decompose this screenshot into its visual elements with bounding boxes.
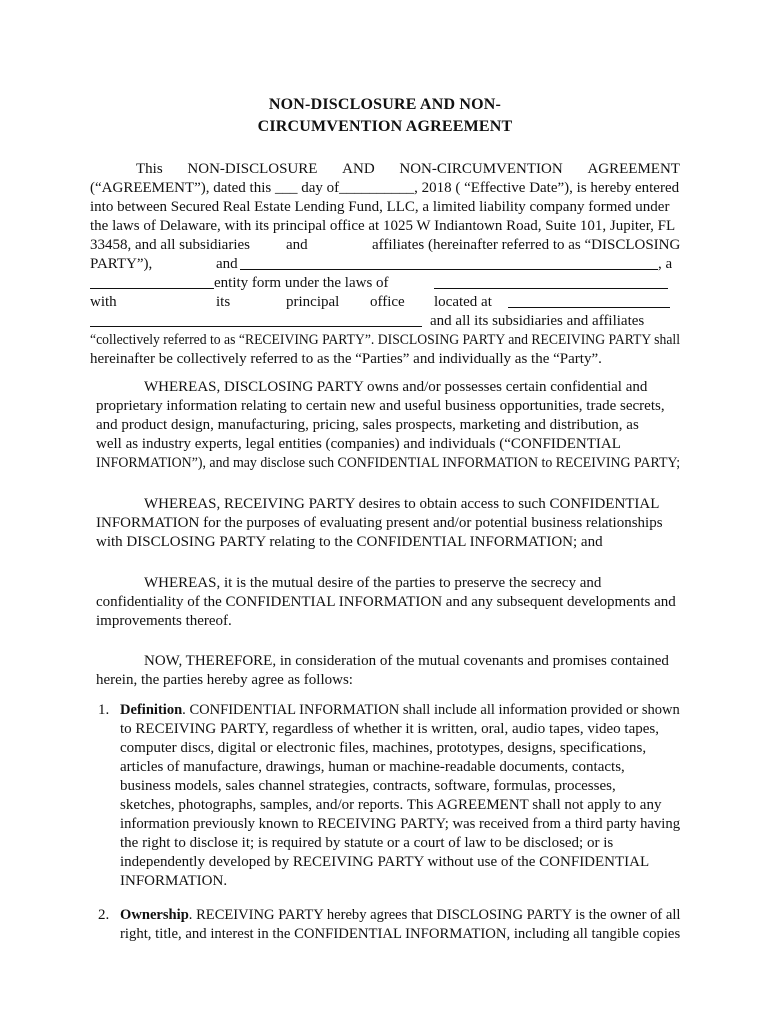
section-2-line-1: [120, 906, 680, 925]
intro-line-5b: and: [286, 237, 308, 253]
intro-line-8b: its: [216, 294, 231, 310]
whereas3-line: confidentiality of the CONFIDENTIAL INFORMATION and any subsequent developments and: [96, 594, 676, 610]
whereas3-line: improvements thereof.: [96, 613, 232, 629]
section-1-heading: Definition: [120, 702, 183, 718]
therefore-line: herein, the parties hereby agree as follows:: [96, 672, 353, 688]
office-address-field-1[interactable]: [508, 307, 670, 308]
intro-line-4: the laws of Delaware, with its principal office at 1025 W Indiantown Road, Suite 101, Jupiter, FL: [90, 218, 676, 234]
section-1-line: articles of manufacture, drawings, human or machine-readable documents, contacts,: [120, 759, 625, 775]
section-2-heading: Ownership: [120, 907, 189, 923]
whereas1-line: proprietary information relating to certain new and useful business opportunities, trade secrets,: [96, 398, 665, 414]
intro-line-8d: office: [370, 294, 405, 310]
intro-line-8e: located at: [434, 294, 492, 310]
section-1-text: . CONFIDENTIAL INFORMATION shall include all information provided or shown: [182, 702, 680, 718]
whereas2-line: WHEREAS, RECEIVING PARTY desires to obtain access to such CONFIDENTIAL: [144, 496, 660, 512]
intro-line-9a: and all its subsidiaries and affiliates: [430, 313, 645, 329]
therefore-line: NOW, THEREFORE, in consideration of the mutual covenants and promises contained: [144, 653, 669, 669]
intro-word: This: [136, 161, 163, 177]
office-address-field-2[interactable]: [90, 326, 422, 327]
whereas1-line: INFORMATION”), and may disclose such CONFIDENTIAL INFORMATION to RECEIVING PARTY;: [96, 455, 681, 471]
intro-line-8c: principal: [286, 294, 340, 310]
title-line-2: CIRCUMVENTION AGREEMENT: [257, 118, 513, 135]
intro-line-6c: , a: [658, 256, 673, 272]
whereas3-line: WHEREAS, it is the mutual desire of the parties to preserve the secrecy and: [144, 575, 602, 591]
intro-line-6a: PARTY”),: [90, 256, 153, 272]
intro-line-8a: with: [90, 294, 117, 310]
title-line-1: NON-DISCLOSURE AND NON-: [268, 96, 502, 113]
jurisdiction-field[interactable]: [434, 288, 668, 289]
whereas2-line: INFORMATION for the purposes of evaluating present and/or potential business relationships: [96, 515, 663, 531]
intro-line-1: [136, 160, 680, 179]
section-1-line: business models, sales channel strategies, contracts, software, formulas, processes,: [120, 778, 616, 794]
section-1-line: sketches, photographs, samples, and/or reports. This AGREEMENT shall not apply to any: [120, 797, 662, 813]
receiving-party-name-field[interactable]: [240, 269, 658, 270]
intro-line-5a: 33458, and all subsidiaries: [90, 237, 250, 253]
section-2-text: . RECEIVING PARTY hereby agrees that DISCLOSING PARTY is the owner of all: [188, 907, 681, 923]
whereas1-line: WHEREAS, DISCLOSING PARTY owns and/or possesses certain confidential and: [144, 379, 648, 395]
entity-type-field[interactable]: [90, 288, 214, 289]
intro-word: AGREEMENT: [587, 161, 680, 177]
section-1-line: independently developed by RECEIVING PARTY without use of the CONFIDENTIAL: [120, 854, 650, 870]
intro-line-11: hereinafter be collectively referred to as the “Parties” and individually as the “Party”.: [90, 351, 602, 367]
intro-line-2: (“AGREEMENT”), dated this ___ day of__________, 2018 ( “Effective Date”), is hereby entered: [90, 180, 680, 196]
whereas2-line: with DISCLOSING PARTY relating to the CONFIDENTIAL INFORMATION; and: [96, 534, 603, 550]
intro-line-3: into between Secured Real Estate Lending Fund, LLC, a limited liability company formed under: [90, 199, 670, 215]
intro-word: NON-DISCLOSURE: [187, 161, 318, 177]
section-1-line-1: [120, 701, 680, 720]
section-1-line: to RECEIVING PARTY, regardless of whether it is written, oral, audio tapes, video tapes,: [120, 721, 660, 737]
section-1-line: the right to disclose it; is required by statute or a court of law to be disclosed; or is: [120, 835, 614, 851]
whereas1-line: well as industry experts, legal entities (companies) and individuals (“CONFIDENTIAL: [96, 436, 621, 452]
intro-line-7a: entity form under the laws of: [214, 275, 389, 291]
intro-line-6b: and: [216, 256, 238, 272]
section-2-number: 2.: [98, 907, 110, 923]
intro-line-5c: affiliates (hereinafter referred to as “DISCLOSING: [372, 237, 681, 253]
intro-word: NON-CIRCUMVENTION: [399, 161, 563, 177]
whereas1-line: and product design, manufacturing, pricing, sales prospects, marketing and distribution, as: [96, 417, 639, 433]
section-1-line: computer discs, digital or electronic files, machines, prototypes, designs, specifications,: [120, 740, 647, 756]
section-2-line: right, title, and interest in the CONFIDENTIAL INFORMATION, including all tangible copies: [120, 926, 681, 942]
section-1-line: information previously known to RECEIVING PARTY; was received from a third party having: [120, 816, 681, 832]
intro-word: AND: [342, 161, 375, 177]
section-1-line: INFORMATION.: [120, 873, 228, 889]
section-1-number: 1.: [98, 702, 110, 718]
intro-line-10: “collectively referred to as “RECEIVING PARTY”. DISCLOSING PARTY and RECEIVING PARTY shall: [90, 332, 681, 348]
